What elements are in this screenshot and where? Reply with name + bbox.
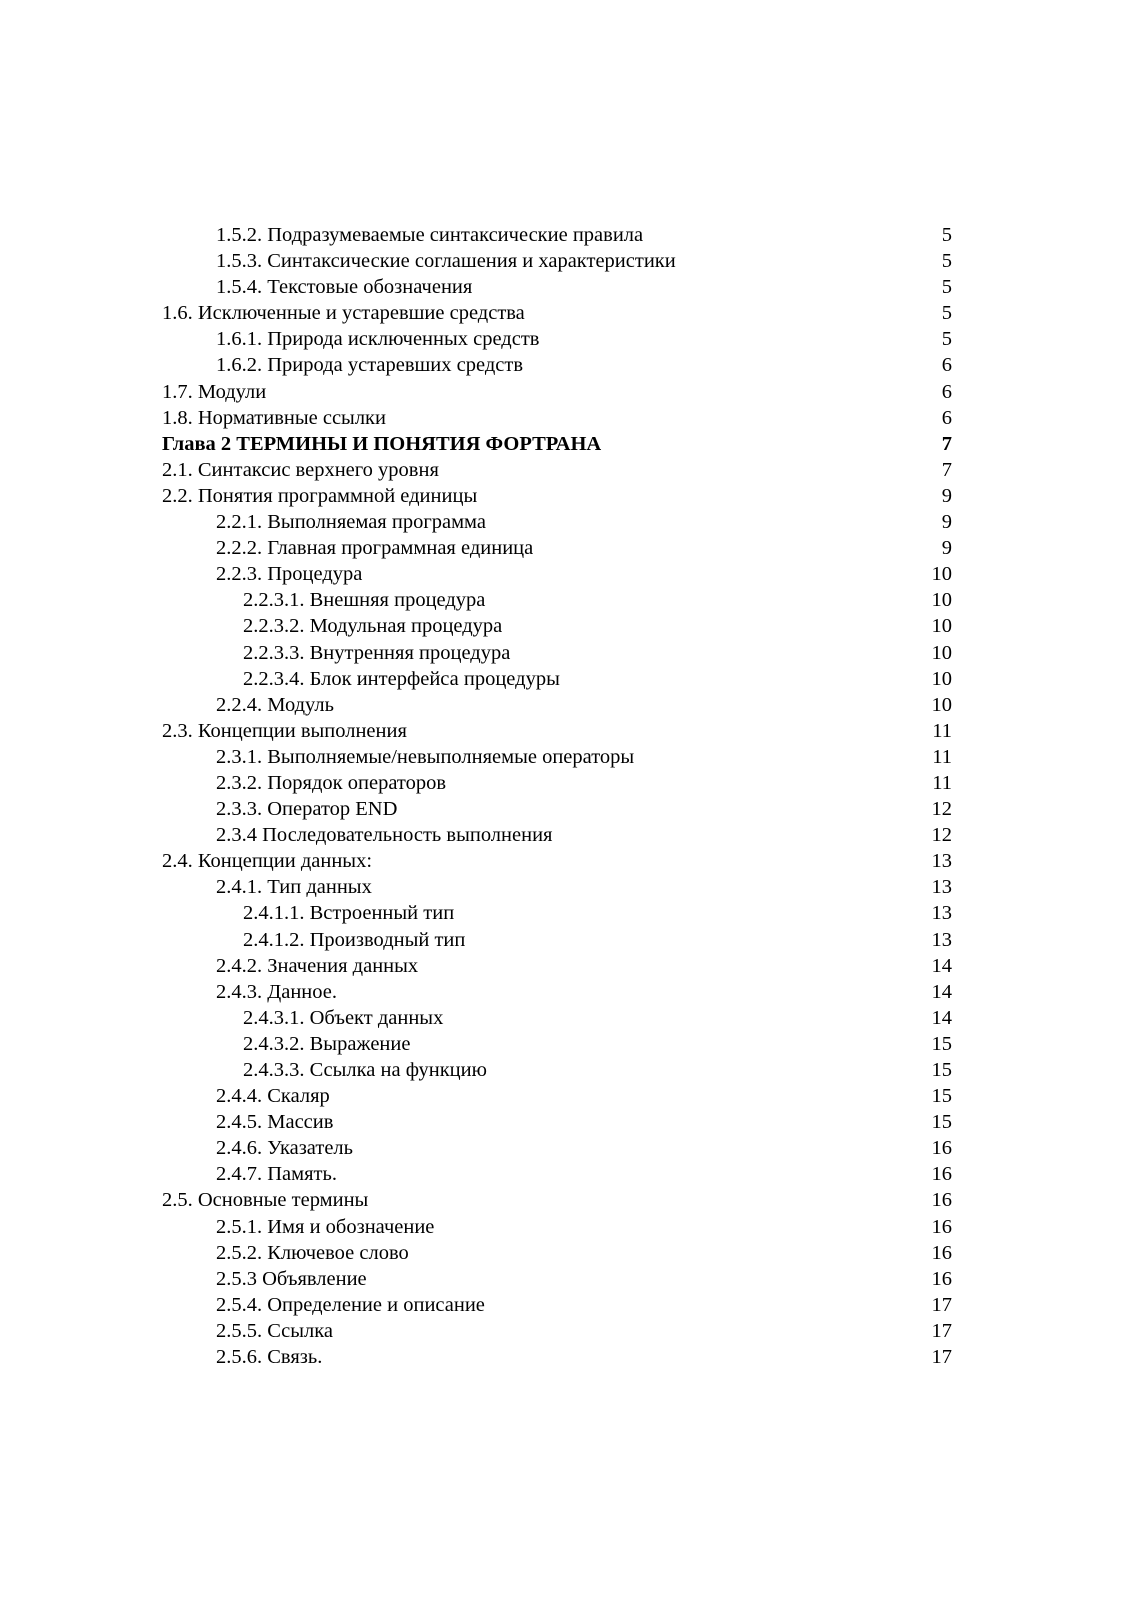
table-of-contents	[162, 222, 952, 1370]
toc-entry-title: 2.3.3. Оператор END	[216, 798, 398, 821]
toc-entry-title: 2.2.3.4. Блок интерфейса процедуры	[243, 667, 560, 690]
toc-entry	[162, 640, 952, 666]
toc-entry-title: 2.4. Концепции данных:	[162, 850, 373, 873]
toc-entry-title: 1.7. Модули	[162, 380, 267, 403]
toc-entry-page-number: 17	[931, 1293, 952, 1316]
toc-entry	[162, 1266, 952, 1292]
toc-entry-title: 2.2.2. Главная программная единица	[216, 537, 534, 560]
toc-entry-page-number: 9	[941, 537, 952, 560]
toc-entry-page-number: 15	[931, 1111, 952, 1134]
toc-entry-page-number: 5	[941, 328, 952, 351]
toc-entry	[162, 692, 952, 718]
toc-entry-title: 2.1. Синтаксис верхнего уровня	[162, 458, 439, 481]
toc-entry-page-number: 16	[931, 1137, 952, 1160]
toc-entry-title: 1.5.3. Синтаксические соглашения и характеристики	[216, 250, 676, 273]
toc-entry-page-number: 17	[931, 1346, 952, 1369]
toc-entry	[162, 1292, 952, 1318]
toc-entry-title: 2.2.3. Процедура	[216, 563, 363, 586]
toc-entry	[162, 1135, 952, 1161]
toc-entry-page-number: 7	[941, 458, 952, 481]
toc-entry-title: 2.2.3.3. Внутренняя процедура	[243, 641, 511, 664]
toc-entry	[162, 405, 952, 431]
toc-entry	[162, 666, 952, 692]
toc-entry	[162, 1031, 952, 1057]
toc-entry	[162, 1057, 952, 1083]
toc-entry-title: 2.2.4. Модуль	[216, 693, 334, 716]
toc-chapter-heading	[162, 431, 952, 457]
toc-entry-page-number: 13	[931, 902, 952, 925]
toc-entry	[162, 379, 952, 405]
toc-entry-page-number: 6	[941, 380, 952, 403]
toc-entry-page-number: 5	[941, 302, 952, 325]
toc-entry	[162, 874, 952, 900]
toc-entry-title: 2.5. Основные термины	[162, 1189, 369, 1212]
toc-entry-title: 2.2.3.1. Внешняя процедура	[243, 589, 486, 612]
toc-entry-title: 2.2. Понятия программной единицы	[162, 484, 478, 507]
toc-entry-title: 2.4.1. Тип данных	[216, 876, 372, 899]
toc-entry	[162, 822, 952, 848]
toc-entry-page-number: 15	[931, 1085, 952, 1108]
toc-entry	[162, 1344, 952, 1370]
toc-entry-title: 2.2.1. Выполняемая программа	[216, 511, 486, 534]
toc-entry-title: 2.5.6. Связь.	[216, 1346, 323, 1369]
toc-entry-page-number: 16	[931, 1267, 952, 1290]
toc-entry-title: 2.5.1. Имя и обозначение	[216, 1215, 435, 1238]
toc-entry-title: 1.8. Нормативные ссылки	[162, 406, 386, 429]
toc-entry-page-number: 7	[941, 432, 952, 455]
toc-entry	[162, 509, 952, 535]
toc-entry-title: 2.5.3 Объявление	[216, 1267, 367, 1290]
toc-entry-title: 2.5.4. Определение и описание	[216, 1293, 485, 1316]
toc-entry-page-number: 6	[941, 406, 952, 429]
toc-entry-page-number: 5	[941, 276, 952, 299]
toc-entry-page-number: 16	[931, 1215, 952, 1238]
toc-entry-title: 1.6.1. Природа исключенных средств	[216, 328, 540, 351]
toc-entry-page-number: 16	[931, 1241, 952, 1264]
toc-entry-page-number: 16	[931, 1163, 952, 1186]
toc-entry-page-number: 9	[941, 484, 952, 507]
toc-entry-page-number: 13	[931, 850, 952, 873]
toc-entry	[162, 718, 952, 744]
toc-entry-page-number: 15	[931, 1059, 952, 1081]
toc-entry-page-number: 16	[931, 1189, 952, 1212]
toc-entry	[162, 326, 952, 352]
toc-entry	[162, 1240, 952, 1266]
toc-entry	[162, 979, 952, 1005]
toc-entry	[162, 1005, 952, 1031]
toc-entry	[162, 1214, 952, 1240]
toc-entry	[162, 561, 952, 587]
toc-entry-title: 2.4.3.2. Выражение	[243, 1032, 411, 1055]
toc-entry-page-number: 12	[931, 824, 952, 847]
toc-entry-page-number: 10	[931, 615, 952, 638]
toc-entry-page-number: 14	[931, 954, 952, 977]
toc-entry-page-number: 14	[931, 980, 952, 1003]
toc-entry	[162, 483, 952, 509]
toc-entry-title: 2.3.1. Выполняемые/невыполняемые операторы	[216, 745, 635, 768]
toc-entry-page-number: 13	[931, 928, 952, 951]
toc-entry	[162, 222, 952, 248]
toc-entry-title: 2.3.4 Последовательность выполнения	[216, 824, 553, 847]
toc-entry	[162, 848, 952, 874]
toc-entry-page-number: 15	[931, 1032, 952, 1055]
toc-entry-title: 2.4.3.1. Объект данных	[243, 1006, 444, 1029]
toc-entry	[162, 1161, 952, 1187]
toc-entry-title: 2.4.2. Значения данных	[216, 954, 419, 977]
toc-entry-title: 2.4.6. Указатель	[216, 1137, 354, 1160]
toc-entry-title: 2.5.2. Ключевое слово	[216, 1241, 409, 1264]
toc-entry	[162, 352, 952, 378]
toc-entry-title: 2.2.3.2. Модульная процедура	[243, 615, 503, 638]
toc-entry-page-number: 10	[931, 589, 952, 612]
toc-entry-title: 1.5.4. Текстовые обозначения	[216, 276, 473, 299]
toc-entry-title: 2.4.3.3. Ссылка на функцию	[243, 1059, 487, 1081]
toc-entry-page-number: 12	[931, 798, 952, 821]
toc-entry-title: 2.4.1.1. Встроенный тип	[243, 902, 455, 925]
toc-entry	[162, 1083, 952, 1109]
toc-entry	[162, 900, 952, 926]
toc-entry-page-number: 17	[931, 1319, 952, 1342]
toc-entry-title: 2.4.3. Данное.	[216, 980, 337, 1003]
toc-entry-title: 1.5.2. Подразумеваемые синтаксические правила	[216, 224, 644, 246]
toc-entry	[162, 613, 952, 639]
toc-entry	[162, 1187, 952, 1213]
toc-entry	[162, 300, 952, 326]
toc-entry	[162, 248, 952, 274]
toc-entry-title: 1.6. Исключенные и устаревшие средства	[162, 302, 525, 325]
toc-entry-page-number: 5	[941, 224, 952, 246]
toc-entry-page-number: 11	[932, 719, 952, 742]
toc-entry	[162, 587, 952, 613]
toc-entry	[162, 1318, 952, 1344]
toc-entry-page-number: 14	[931, 1006, 952, 1029]
toc-entry-page-number: 11	[932, 771, 952, 794]
toc-entry-title: 2.4.1.2. Производный тип	[243, 928, 466, 951]
toc-entry-page-number: 10	[931, 693, 952, 716]
toc-entry-title: Глава 2 ТЕРМИНЫ И ПОНЯТИЯ ФОРТРАНА	[162, 432, 602, 455]
toc-entry-title: 1.6.2. Природа устаревших средств	[216, 354, 523, 377]
toc-entry-title: 2.5.5. Ссылка	[216, 1319, 334, 1342]
toc-entry-title: 2.3. Концепции выполнения	[162, 719, 407, 742]
toc-entry	[162, 770, 952, 796]
toc-entry-title: 2.4.4. Скаляр	[216, 1085, 330, 1108]
toc-entry-page-number: 13	[931, 876, 952, 899]
toc-entry-page-number: 10	[931, 563, 952, 586]
toc-entry	[162, 535, 952, 561]
toc-entry-page-number: 6	[941, 354, 952, 377]
toc-entry-page-number: 5	[941, 250, 952, 273]
toc-entry	[162, 274, 952, 300]
toc-entry	[162, 457, 952, 483]
toc-entry-title: 2.3.2. Порядок операторов	[216, 771, 447, 794]
toc-entry	[162, 1109, 952, 1135]
toc-entry-page-number: 10	[931, 641, 952, 664]
toc-entry-page-number: 9	[941, 511, 952, 534]
toc-entry-title: 2.4.5. Массив	[216, 1111, 334, 1134]
toc-entry	[162, 744, 952, 770]
toc-entry-title: 2.4.7. Память.	[216, 1163, 337, 1186]
toc-entry	[162, 796, 952, 822]
toc-entry-page-number: 10	[931, 667, 952, 690]
toc-entry-page-number: 11	[932, 745, 952, 768]
toc-entry	[162, 953, 952, 979]
toc-entry	[162, 927, 952, 953]
